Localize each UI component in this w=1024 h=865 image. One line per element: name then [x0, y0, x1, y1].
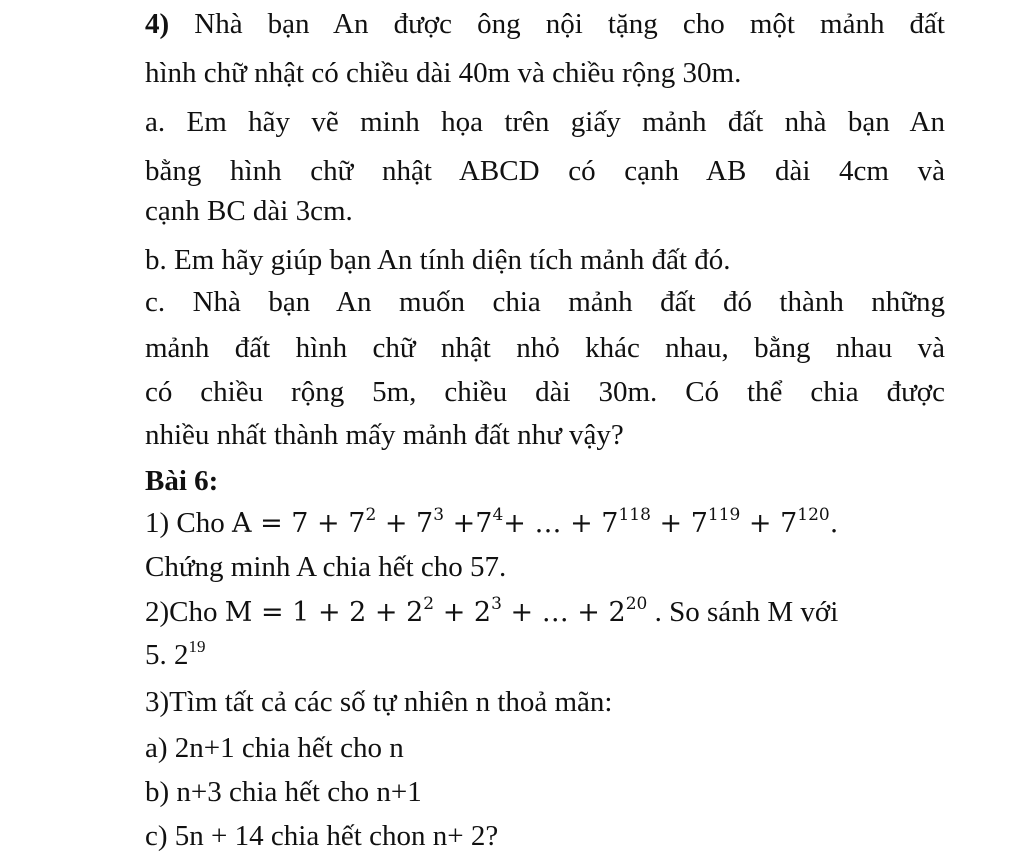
expr-part: + 7 — [376, 508, 434, 539]
bai6-q2-prefix: 2)Cho — [145, 596, 225, 628]
bai6-q2-suffix: . So sánh M với — [647, 596, 839, 628]
problem4-c-line4: nhiều nhất thành mấy mảnh đất như vậy? — [145, 419, 624, 451]
problem4-c-line1: c. Nhà bạn An muốn chia mảnh đất đó thành những — [145, 286, 945, 318]
bai6-q1-prefix: 1) Cho — [145, 507, 232, 539]
bai6-q3-a: a) 2n+1 chia hết cho n — [145, 732, 404, 764]
bai6-q3-title: 3)Tìm tất cả các số tự nhiên n thoả mãn: — [145, 686, 613, 718]
bai6-title: Bài 6: — [145, 465, 219, 497]
exponent: 4 — [492, 505, 504, 525]
bai6-q1-line1 — [145, 505, 838, 542]
expr-part: M = 1 + 2 + 2 — [224, 597, 424, 628]
bai6-q1-line2: Chứng minh A chia hết cho 57. — [145, 551, 507, 583]
exponent: 2 — [423, 594, 435, 614]
problem4-c-line3: có chiều rộng 5m, chiều dài 30m. Có thể chia được — [145, 376, 945, 408]
problem4-number: 4) — [145, 8, 170, 40]
bai6-q3-c: c) 5n + 14 chia hết chon n+ 2? — [145, 820, 499, 852]
exponent: 2 — [365, 505, 377, 525]
exponent: 118 — [618, 505, 651, 525]
exponent: 3 — [433, 505, 445, 525]
expr-part: + … + 7 — [503, 508, 619, 539]
expr-end: . — [829, 508, 839, 539]
bai6-q2-line2-exponent: 19 — [188, 637, 206, 656]
problem4-line1 — [145, 6, 945, 42]
bai6-q2-expression — [224, 594, 648, 628]
bai6-q2-line2-base: 5. 2 — [145, 639, 189, 671]
expr-part: A = 7 + 7 — [232, 508, 366, 539]
exponent: 3 — [491, 594, 502, 614]
exponent: 120 — [797, 505, 830, 525]
expr-part: + 2 — [434, 597, 492, 628]
expr-part: + 7 — [740, 508, 798, 539]
expr-part: + … + 2 — [501, 597, 626, 628]
bai6-q2-line2 — [145, 637, 206, 673]
problem4-a-line3: cạnh BC dài 3cm. — [145, 195, 353, 227]
expr-part: +7 — [444, 508, 493, 539]
problem4-intro-text: Nhà bạn An được ông nội tặng cho một mảnh đất — [194, 8, 945, 40]
problem4-a-line2: bằng hình chữ nhật ABCD có cạnh AB dài 4cm và — [145, 155, 945, 187]
problem4-line2: hình chữ nhật có chiều dài 40m và chiều rộng 30m. — [145, 57, 742, 89]
bai6-q2-line1 — [145, 594, 838, 631]
bai6-q1-expression — [232, 505, 839, 539]
expr-part: + 7 — [650, 508, 708, 539]
problem4-c-line2: mảnh đất hình chữ nhật nhỏ khác nhau, bằng nhau và — [145, 332, 945, 364]
exponent: 20 — [625, 594, 648, 614]
bai6-q3-b: b) n+3 chia hết cho n+1 — [145, 776, 422, 808]
problem4-b-line1: b. Em hãy giúp bạn An tính diện tích mảnh đất đó. — [145, 244, 731, 276]
problem4-a-line1: a. Em hãy vẽ minh họa trên giấy mảnh đất nhà bạn An — [145, 106, 945, 138]
exponent: 119 — [707, 505, 741, 525]
